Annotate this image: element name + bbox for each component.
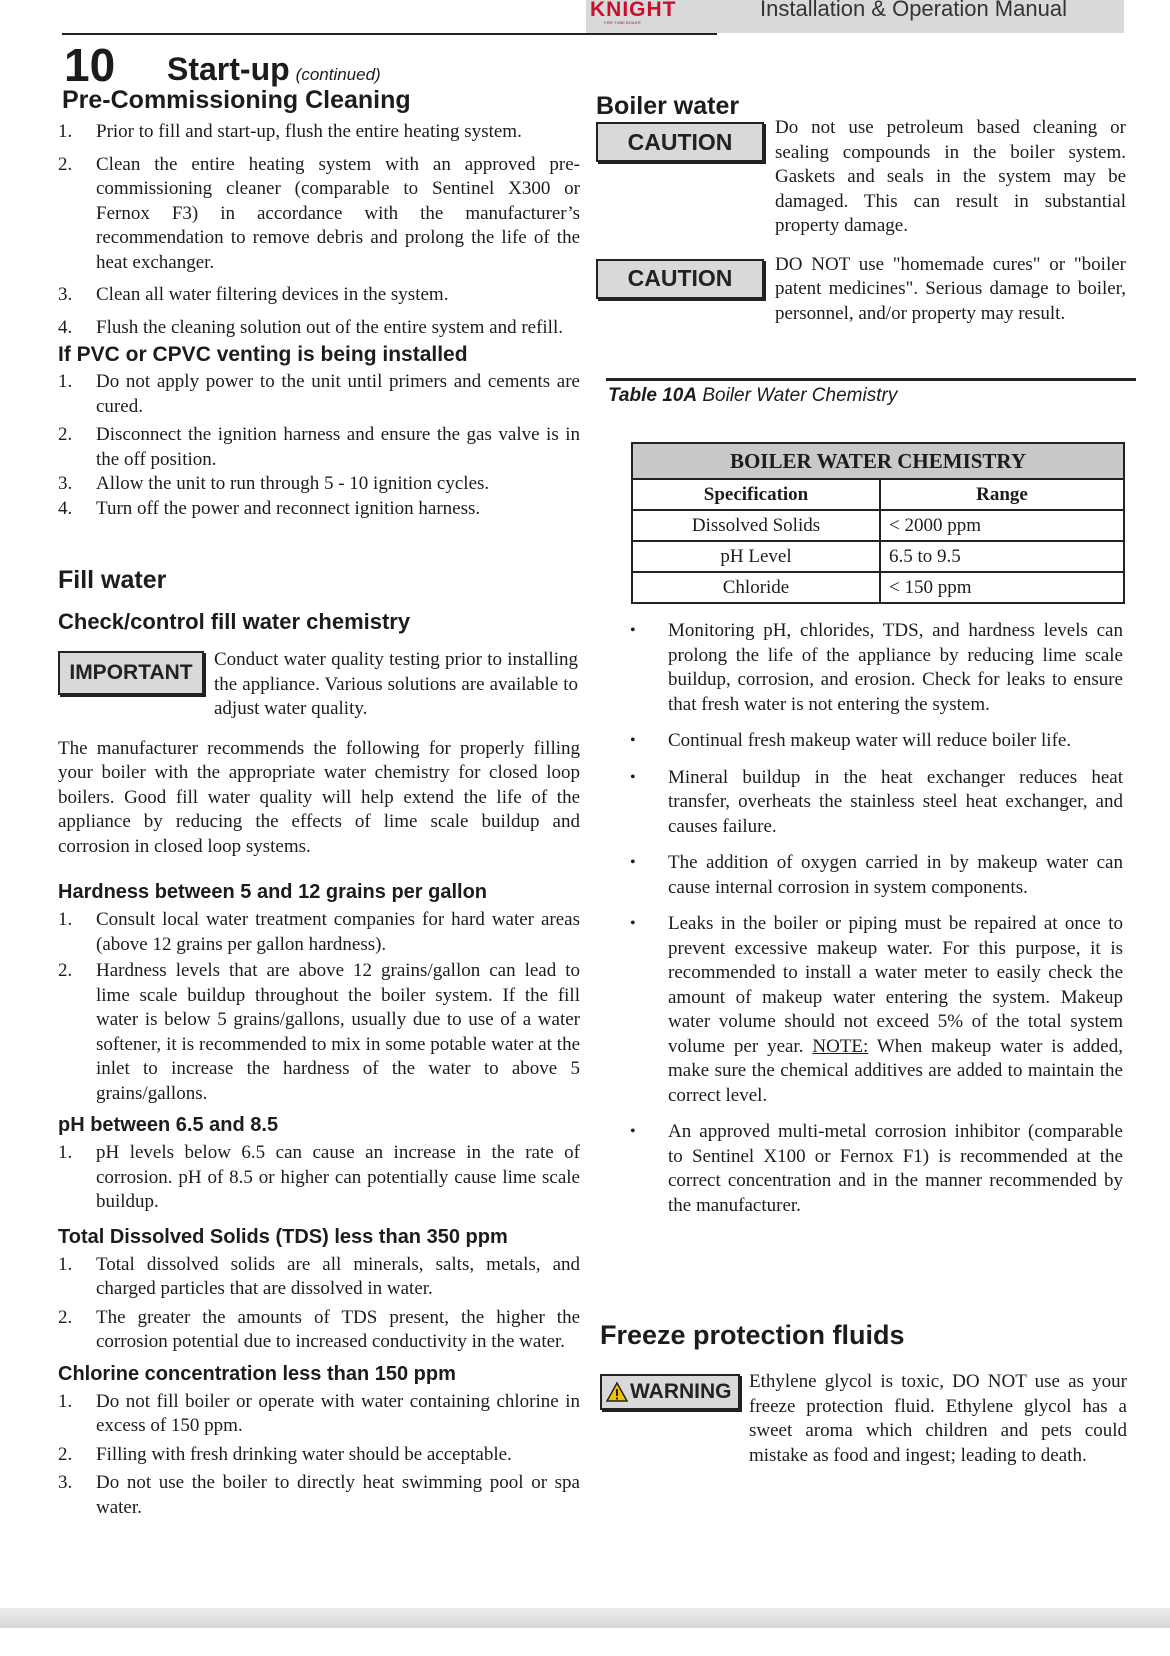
table-cell-range: < 2000 ppm	[880, 510, 1124, 541]
bullet-icon: •	[630, 768, 636, 786]
important-text: Conduct water quality testing prior to installing the appliance. Various solutions are available to adjust water quality.	[214, 649, 578, 719]
table-row	[632, 541, 1124, 572]
step-number: 1.	[58, 371, 73, 392]
list-item	[58, 1390, 580, 1439]
list-item	[58, 120, 580, 145]
step-number: 2.	[58, 1306, 73, 1328]
bullet-icon: •	[630, 1123, 636, 1140]
warning-triangle-icon	[606, 1382, 628, 1402]
list-item	[629, 851, 1123, 900]
step-text: Clean all water filtering devices in the system.	[96, 284, 449, 305]
step-number: 2.	[58, 960, 73, 981]
step-text: Do not apply power to the unit until primers and cements are cured.	[96, 371, 580, 417]
step-text: Prior to fill and start-up, flush the entire heating system.	[96, 121, 522, 142]
step-text: Clean the entire heating system with an approved pre-commissioning cleaner (comparable to Sentinel X300 or Fernox F3) in accordance with the manufacturer’s recommendation to remove debris and prolong the life of the heat exchanger.	[96, 153, 580, 273]
freeze-protection-section	[600, 1318, 1127, 1468]
table-caption-number: Table 10A	[608, 385, 698, 406]
step-text: Disconnect the ignition harness and ensure the gas valve is in the off position.	[96, 424, 580, 470]
fill-water-intro: The manufacturer recommends the following for properly filling your boiler with the appropriate water chemistry for closed loop boilers. Good fill water quality will help extend the life of the appliance by reducing the effects of lime scale buildup and corrosion in closed loop systems.	[58, 737, 580, 857]
knight-logo	[590, 0, 700, 28]
step-text: pH levels below 6.5 can cause an increase in the rate of corrosion. pH of 8.5 or higher can potentially cause lime scale buildup.	[96, 1142, 580, 1212]
hardness-heading: Hardness between 5 and 12 grains per gallon	[58, 881, 488, 903]
list-item	[58, 423, 580, 472]
section-title-text: Start-up	[167, 51, 290, 87]
important-badge: IMPORTANT	[58, 651, 204, 695]
list-item	[629, 619, 1123, 717]
list-item	[58, 1443, 580, 1468]
step-number: 1.	[58, 909, 73, 930]
ph-heading: pH between 6.5 and 8.5	[58, 1114, 279, 1136]
list-item	[629, 766, 1123, 840]
pvc-steps	[58, 370, 580, 521]
logo-slogan: FIRE TUBE BOILER	[604, 20, 641, 25]
important-notice	[58, 648, 580, 722]
bullet-text: An approved multi-metal corrosion inhibitor (comparable to Sentinel X100 or Fernox F1) is recommended at the correct concentration and in the manner recommended by the manufacturer.	[668, 1121, 1123, 1216]
step-number: 2.	[58, 1443, 73, 1465]
list-item	[58, 1141, 580, 1215]
step-number: 1.	[58, 1142, 73, 1163]
chlorine-steps	[58, 1390, 580, 1521]
bullet-icon: •	[630, 915, 636, 932]
section-continued: (continued)	[295, 65, 381, 84]
bullet-icon: •	[630, 732, 636, 749]
freeze-heading: Freeze protection fluids	[600, 1320, 905, 1350]
table-caption	[608, 385, 897, 407]
note-label: NOTE:	[812, 1035, 869, 1057]
caution-notice-1	[596, 116, 1126, 239]
step-number: 1.	[58, 1390, 73, 1412]
caution-text: Do not use petroleum based cleaning or sealing compounds in the boiler system. Gaskets and seals in the system may be damaged. This can result in substantial property damage.	[775, 117, 1126, 236]
logo-text: KNIGHT	[590, 0, 677, 21]
table-divider	[606, 378, 1136, 381]
list-item	[58, 283, 580, 308]
step-number: 4.	[58, 497, 73, 519]
column-header-specification: Specification	[632, 479, 880, 510]
header-divider	[62, 33, 717, 35]
bullet-text	[668, 912, 1123, 1108]
chlorine-heading: Chlorine concentration less than 150 ppm	[58, 1362, 456, 1385]
step-number: 3.	[58, 1472, 73, 1493]
bullet-text-part: When makeup water is added, make sure the chemical additives are added to maintain the correct level.	[668, 1035, 1123, 1106]
caution-text: DO NOT use "homemade cures" or "boiler patent medicines". Serious damage to boiler, personnel, and/or property may result.	[775, 253, 1126, 324]
step-text: Do not use the boiler to directly heat swimming pool or spa water.	[96, 1472, 580, 1518]
list-item	[629, 1120, 1123, 1218]
list-item	[629, 729, 1123, 754]
step-number: 4.	[58, 316, 73, 338]
step-number: 3.	[58, 473, 73, 494]
list-item	[58, 370, 580, 419]
table-row	[632, 572, 1124, 603]
table-cell-range: < 150 ppm	[880, 572, 1124, 603]
step-number: 2.	[58, 153, 73, 175]
precommissioning-heading: Pre-Commissioning Cleaning	[62, 86, 411, 114]
bullet-icon: •	[630, 622, 636, 639]
list-item	[58, 472, 580, 497]
caution-notice-2	[596, 253, 1126, 327]
table-cell-spec: Chloride	[632, 572, 880, 603]
bullet-text: Continual fresh makeup water will reduce boiler life.	[668, 730, 1072, 751]
step-text: Flush the cleaning solution out of the entire system and refill.	[96, 316, 563, 338]
section-number: 10	[64, 39, 116, 91]
list-item	[58, 1471, 580, 1520]
boiler-water-heading: Boiler water	[596, 92, 740, 120]
list-item	[58, 316, 580, 341]
table-cell-spec: pH Level	[632, 541, 880, 572]
step-number: 2.	[58, 424, 73, 445]
bullet-text: Mineral buildup in the heat exchanger reduces heat transfer, overheats the stainless steel heat exchanger, and causes failure.	[668, 766, 1123, 837]
list-item	[629, 912, 1123, 1108]
fill-water-subheading: Check/control fill water chemistry	[58, 609, 411, 634]
step-text: Turn off the power and reconnect ignition harness.	[96, 497, 481, 519]
step-number: 1.	[58, 121, 73, 142]
step-number: 3.	[58, 284, 73, 305]
list-item	[58, 153, 580, 276]
fill-water-section	[58, 564, 580, 1520]
caution-badge: CAUTION	[596, 259, 764, 299]
table-row	[632, 510, 1124, 541]
bullet-text-part: Leaks in the boiler or piping must be repaired at once to prevent excessive makeup water. For this purpose, it is recommended to install a water meter to easily check the amount of makeup water entering the system. Makeup water volume should not exceed 5% of the total system volume per year.	[668, 913, 1123, 1057]
list-item	[58, 959, 580, 1106]
hardness-steps	[58, 908, 580, 1106]
manual-title: Installation & Operation Manual	[760, 0, 1067, 21]
list-item	[58, 908, 580, 957]
column-header-range: Range	[880, 479, 1124, 510]
list-item	[58, 1253, 580, 1302]
step-text: Hardness levels that are above 12 grains/gallon can lead to lime scale buildup throughout the boiler system. If the fill water is below 5 grains/gallons, usually due to use of a water softener, it is recommended to mix in some potable water at the inlet to increase the hardness of the water to above 5 grains/gallons.	[96, 960, 580, 1104]
left-column	[58, 84, 580, 521]
table-title: BOILER WATER CHEMISTRY	[632, 443, 1124, 479]
step-text: Total dissolved solids are all minerals, salts, metals, and charged particles that are dissolved in water.	[96, 1253, 580, 1299]
precommissioning-steps	[58, 120, 580, 340]
warning-label: WARNING	[630, 1380, 732, 1403]
warning-text: Ethylene glycol is toxic, DO NOT use as your freeze protection fluid. Ethylene glycol has a sweet aroma which children and pets could mistake as food and ingest; leading to death.	[749, 1371, 1127, 1466]
bullet-icon: •	[630, 854, 636, 871]
table-caption-title: Boiler Water Chemistry	[697, 385, 898, 406]
tds-heading: Total Dissolved Solids (TDS) less than 350 ppm	[58, 1225, 508, 1248]
page-bottom-edge	[0, 1608, 1170, 1628]
step-text: Allow the unit to run through 5 - 10 ignition cycles.	[96, 473, 490, 494]
table-cell-spec: Dissolved Solids	[632, 510, 880, 541]
boiler-water-section	[596, 90, 1126, 326]
water-care-bullets	[629, 619, 1123, 1230]
list-item	[58, 497, 580, 522]
pvc-heading: If PVC or CPVC venting is being installed	[58, 343, 468, 366]
step-number: 1.	[58, 1253, 73, 1275]
boiler-water-chemistry-table	[631, 442, 1125, 604]
table-cell-range: 6.5 to 9.5	[880, 541, 1124, 572]
tds-steps	[58, 1253, 580, 1355]
list-item	[58, 1306, 580, 1355]
bullet-text: The addition of oxygen carried in by makeup water can cause internal corrosion in system components.	[668, 852, 1123, 898]
warning-badge	[600, 1374, 740, 1410]
fill-water-heading: Fill water	[58, 566, 167, 594]
warning-notice	[600, 1370, 1127, 1468]
step-text: Consult local water treatment companies for hard water areas (above 12 grains per gallon hardness).	[96, 909, 580, 955]
ph-steps	[58, 1141, 580, 1215]
bullet-text: Monitoring pH, chlorides, TDS, and hardness levels can prolong the life of the appliance by reducing lime scale buildup, corrosion, and erosion. Check for leaks to ensure that fresh water is not entering the system.	[668, 620, 1123, 715]
caution-badge: CAUTION	[596, 122, 764, 162]
step-text: Filling with fresh drinking water should be acceptable.	[96, 1443, 512, 1465]
step-text: The greater the amounts of TDS present, the higher the corrosion potential due to increased conductivity in the water.	[96, 1306, 580, 1352]
step-text: Do not fill boiler or operate with water containing chlorine in excess of 150 ppm.	[96, 1390, 580, 1436]
